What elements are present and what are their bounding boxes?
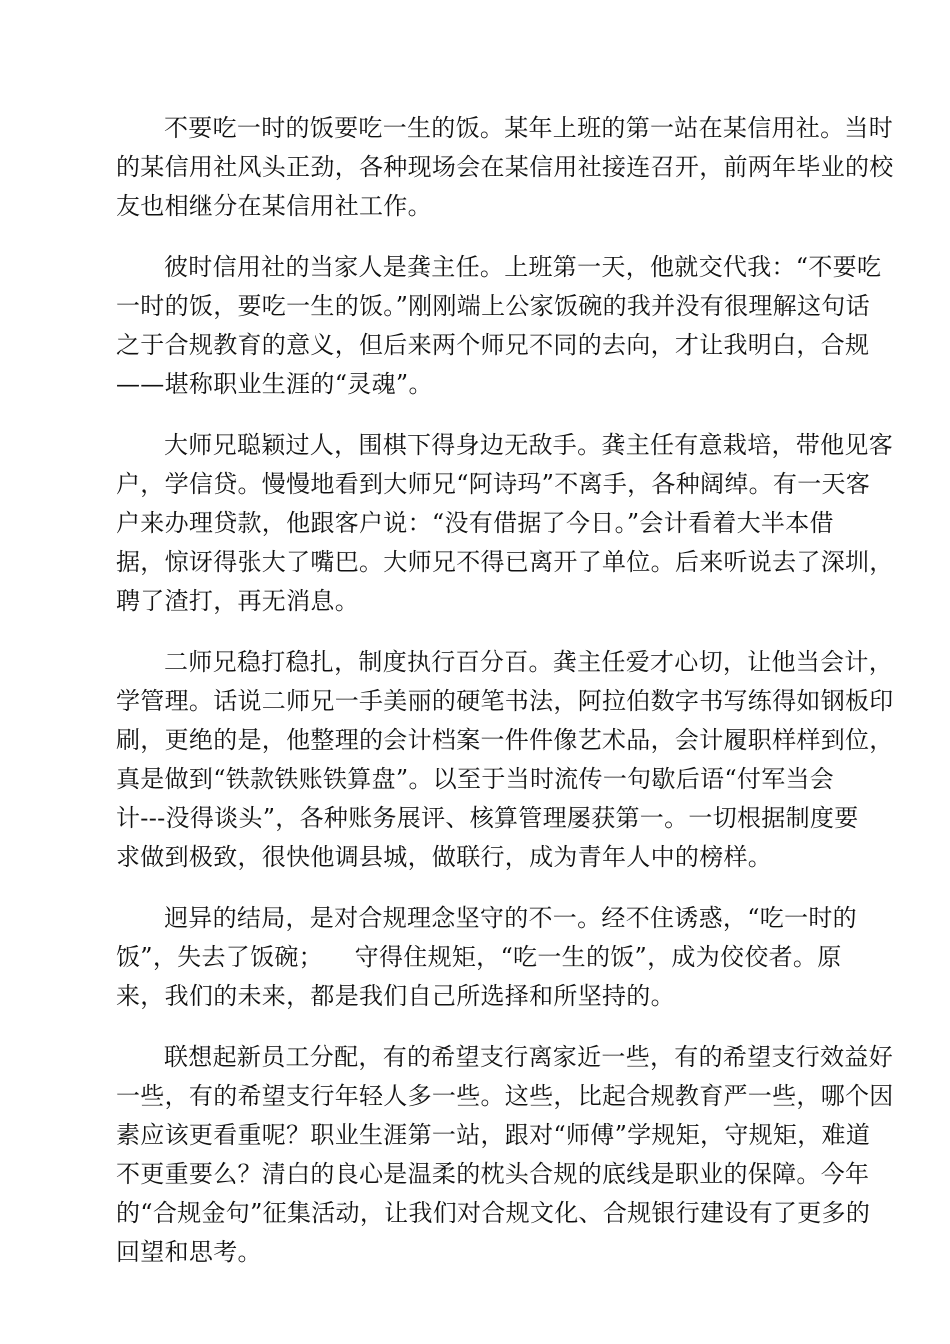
text-line: 友也相继分在某信用社工作。 <box>116 192 432 220</box>
text-line: 计---没得谈头”，各种账务展评、核算管理屡获第一。一切根据制度要 <box>116 804 859 832</box>
text-line: 求做到极致，很快他调县城，做联行，成为青年人中的榜样。 <box>116 843 773 871</box>
text-line: 真是做到“铁款铁账铁算盘”。以至于当时流传一句歇后语“付军当会 <box>116 765 835 793</box>
text-line: 不要吃一时的饭要吃一生的饭。某年上班的第一站在某信用社。当时 <box>164 114 893 142</box>
text-line: 饭”，失去了饭碗； 守得住规矩，“吃一生的饭”，成为佼佼者。原 <box>116 943 842 971</box>
text-line: 不更重要么？清白的良心是温柔的枕头合规的底线是职业的保障。今年 <box>116 1160 870 1188</box>
text-line: 一些，有的希望支行年轻人多一些。这些，比起合规教育严一些，哪个因 <box>116 1082 894 1110</box>
text-line: 聘了渣打，再无消息。 <box>116 587 359 615</box>
text-line: 一时的饭，要吃一生的饭。”刚刚端上公家饭碗的我并没有很理解这句话 <box>116 292 870 320</box>
article-body <box>116 109 894 1294</box>
text-line: 户来办理贷款，他跟客户说：“没有借据了今日。”会计看着大半本借 <box>116 509 834 537</box>
paragraph-3 <box>116 426 894 621</box>
text-line: 大师兄聪颖过人，围棋下得身边无敌手。龚主任有意栽培，带他见客 <box>164 431 893 459</box>
text-line: 据，惊讶得张大了嘴巴。大师兄不得已离开了单位。后来听说去了深圳， <box>116 548 894 576</box>
text-line: 的某信用社风头正劲，各种现场会在某信用社接连召开，前两年毕业的校 <box>116 153 894 181</box>
paragraph-1 <box>116 109 894 226</box>
text-line: 的“合规金句”征集活动，让我们对合规文化、合规银行建设有了更多的 <box>116 1199 871 1227</box>
text-line: ——堪称职业生涯的“灵魂”。 <box>116 370 433 398</box>
text-line: 之于合规教育的意义，但后来两个师兄不同的去向，才让我明白，合规 <box>116 331 870 359</box>
text-line: 迥异的结局，是对合规理念坚守的不一。经不住诱惑，“吃一时的 <box>164 904 857 932</box>
paragraph-5 <box>116 899 857 1016</box>
text-line: 来，我们的未来，都是我们自己所选择和所坚持的。 <box>116 982 675 1010</box>
text-line: 户，学信贷。慢慢地看到大师兄“阿诗玛”不离手，各种阔绰。有一天客 <box>116 470 871 498</box>
paragraph-4 <box>116 643 894 877</box>
text-line: 彼时信用社的当家人是龚主任。上班第一天，他就交代我：“不要吃 <box>164 253 882 281</box>
text-line: 素应该更看重呢？职业生涯第一站，跟对“师傅”学规矩，守规矩，难道 <box>116 1121 871 1149</box>
paragraph-6 <box>116 1038 894 1272</box>
paragraph-2 <box>116 248 882 404</box>
text-line: 学管理。话说二师兄一手美丽的硬笔书法，阿拉伯数字书写练得如钢板印 <box>116 687 894 715</box>
text-line: 联想起新员工分配，有的希望支行离家近一些，有的希望支行效益好 <box>164 1043 893 1071</box>
text-line: 回望和思考。 <box>116 1238 262 1266</box>
text-line: 刷，更绝的是，他整理的会计档案一件件像艺术品，会计履职样样到位， <box>116 726 894 754</box>
text-line: 二师兄稳打稳扎，制度执行百分百。龚主任爱才心切，让他当会计， <box>164 648 893 676</box>
